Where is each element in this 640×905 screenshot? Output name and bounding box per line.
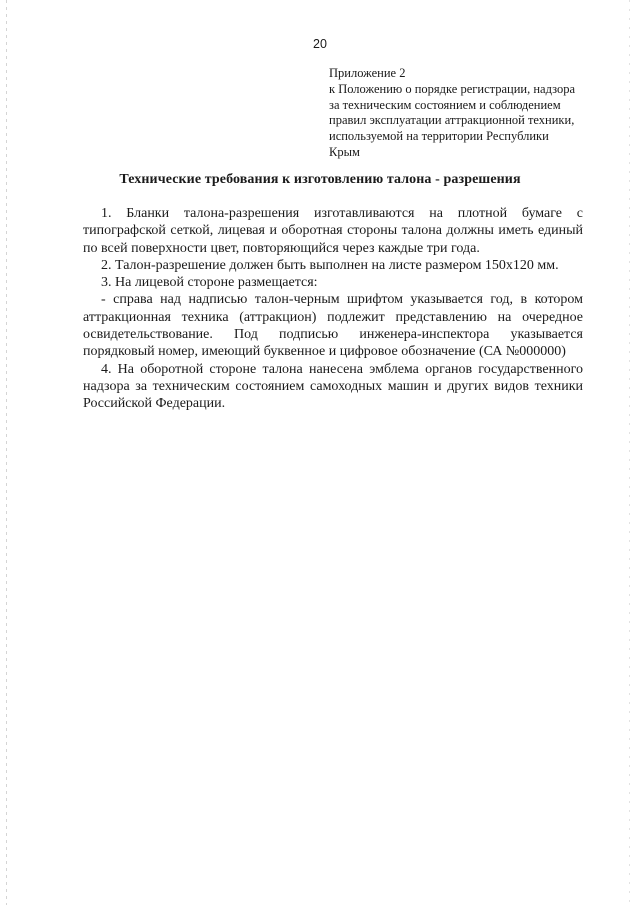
appendix-line: Крым [329, 144, 360, 159]
appendix-line: правил эксплуатации аттракционной техники, [329, 113, 575, 128]
appendix-line: используемой на территории Республики [329, 129, 549, 144]
paragraph-3: 3. На лицевой стороне размещается: [101, 275, 318, 291]
document-title: Технические требования к изготовлению талона - разрешения [119, 172, 521, 187]
paragraph-4: 4. На оборотной стороне талона нанесена эмблема органов государственного надзора за техническим состоянием самоходных машин и других видов техники Российской Федерации. [83, 361, 583, 412]
paragraph-2: 2. Талон-разрешение должен быть выполнен на листе размером 150х120 мм. [101, 257, 559, 273]
page-number: 20 [313, 37, 327, 51]
paragraph-3-detail: - справа над надписью талон-черным шрифтом указывается год, в котором аттракционная техника (аттракцион) подлежит представлению на очередное освидетельствование. Под подписью инженера-инспектора указывается порядковый номер, имеющий буквенное и цифровое обозначение (СА №000000) [83, 292, 583, 360]
appendix-header [329, 66, 604, 161]
appendix-line: за техническим состоянием и соблюдением [329, 97, 561, 112]
scan-edge-left [6, 0, 7, 905]
paragraph-1: 1. Бланки талона-разрешения изготавливаются на плотной бумаге с типографской сеткой, лицевая и оборотная стороны талона должны иметь единый по всей поверхности цвет, повторяющийся через каждые три года. [83, 206, 583, 256]
scan-edge-right [629, 0, 630, 905]
appendix-line: Приложение 2 [329, 66, 406, 80]
appendix-line: к Положению о порядке регистрации, надзора [329, 81, 576, 96]
document-body [83, 205, 583, 413]
